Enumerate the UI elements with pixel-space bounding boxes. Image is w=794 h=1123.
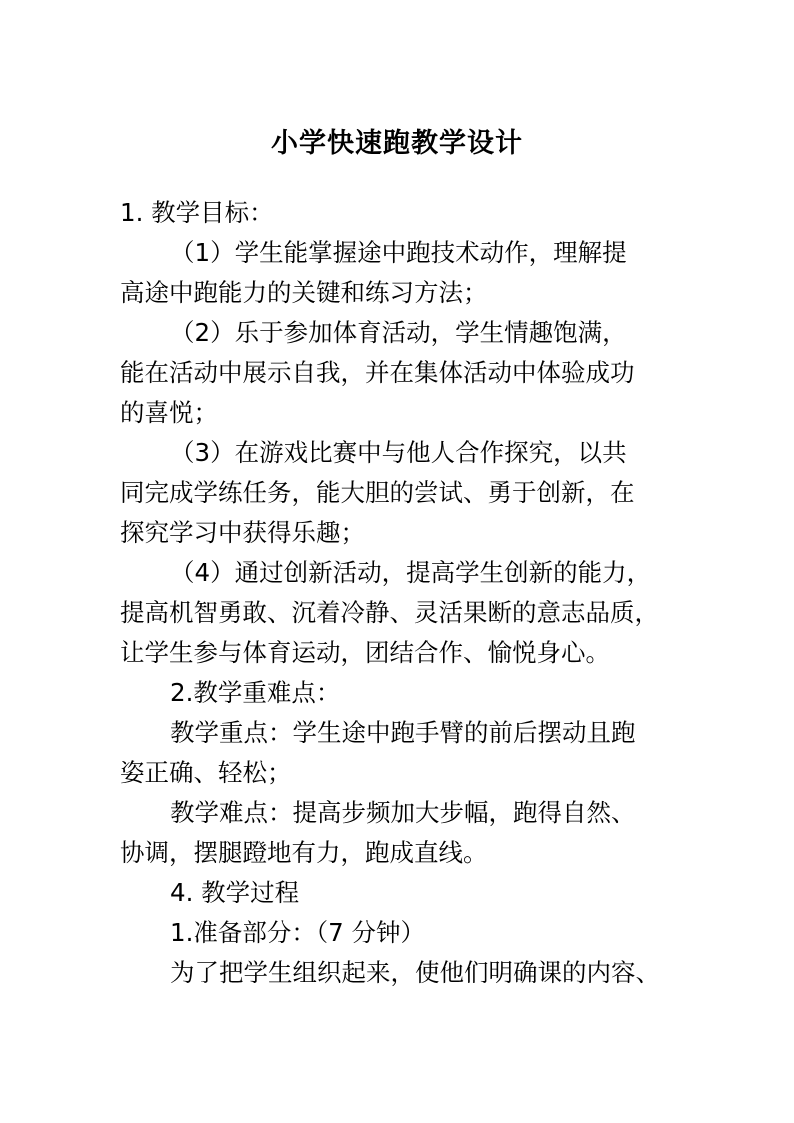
paragraph-line: （2）乐于参加体育活动，学生情趣饱满， <box>170 318 627 347</box>
paragraph-line: 教学难点：提高步频加大步幅，跑得自然、 <box>170 798 636 827</box>
document-title: 小学快速跑教学设计 <box>271 128 523 159</box>
paragraph-line: （4）通过创新活动，提高学生创新的能力， <box>170 558 652 587</box>
paragraph-line: 的喜悦； <box>120 398 218 427</box>
paragraph-line: 姿正确、轻松； <box>120 758 292 787</box>
heading-process: 4. 教学过程 <box>170 878 300 907</box>
paragraph-line: 让学生参与体育运动，团结合作、愉悦身心。 <box>120 638 610 667</box>
paragraph-line: 同完成学练任务，能大胆的尝试、勇于创新，在 <box>120 478 635 507</box>
paragraph-line: 教学重点：学生途中跑手臂的前后摆动且跑 <box>170 718 636 747</box>
paragraph-line: （1）学生能掌握途中跑技术动作，理解提 <box>170 238 627 267</box>
heading-key-points: 2.教学重难点： <box>170 678 341 707</box>
paragraph-line: 探究学习中获得乐趣； <box>120 518 365 547</box>
paragraph-line: 提高机智勇敢、沉着冷静、灵活果断的意志品质， <box>120 598 659 627</box>
paragraph-line: （3）在游戏比赛中与他人合作探究，以共 <box>170 438 627 467</box>
heading-objectives: 1. 教学目标： <box>120 198 274 227</box>
paragraph-line: 为了把学生组织起来，使他们明确课的内容、 <box>170 958 660 987</box>
paragraph-line: 协调，摆腿蹬地有力，跑成直线。 <box>120 838 488 867</box>
paragraph-line: 高途中跑能力的关键和练习方法； <box>120 278 488 307</box>
paragraph-line: 能在活动中展示自我，并在集体活动中体验成功 <box>120 358 635 387</box>
heading-preparation: 1.准备部分：（7 分钟） <box>170 918 426 947</box>
